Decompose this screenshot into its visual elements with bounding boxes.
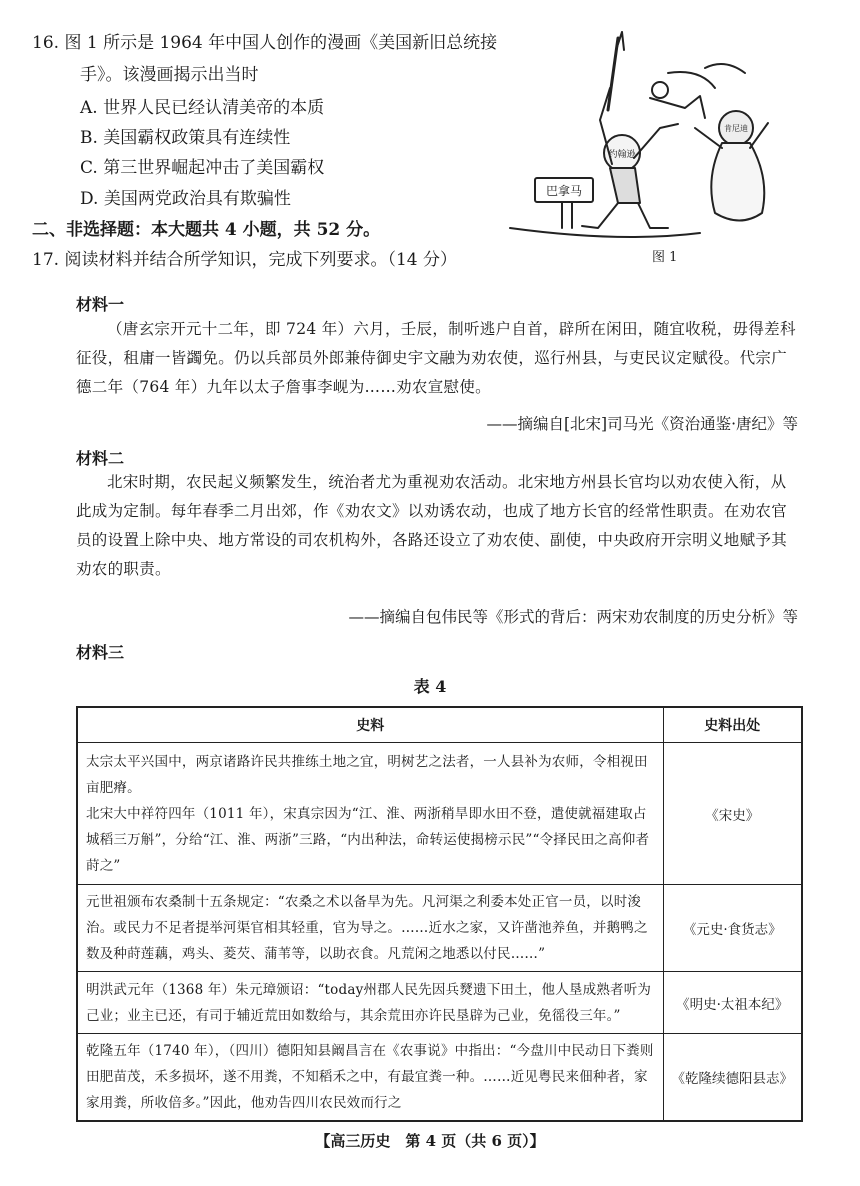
q16-option-c: C. 第三世界崛起冲击了美国霸权 bbox=[80, 158, 325, 178]
material1-source: ——摘编自[北宋]司马光《资治通鉴·唐纪》等 bbox=[486, 415, 798, 433]
q16-option-a: A. 世界人民已经认清美帝的本质 bbox=[80, 98, 325, 118]
row1-text: 太宗太平兴国中，两京诸路许民共推练土地之宜，明树艺之法者，一人县补为农师，令相视田亩肥瘠。 北宋大中祥符四年（1011 年），宋真宗因为“江、淮、两浙稍旱即水田不登，遣使就福建取占城稻三万斛”，分给“江、淮、两浙”三路，“内出种法，命转运使揭榜示民”“令择民田之高仰者莳之” bbox=[86, 753, 650, 874]
material2-label: 材料二 bbox=[76, 449, 125, 468]
cartoon-figure bbox=[500, 28, 820, 258]
row2-source: 《元史·食货志》 bbox=[663, 885, 802, 972]
header-source-origin: 史料出处 bbox=[663, 707, 802, 743]
header-source-text: 史料 bbox=[77, 707, 663, 743]
row1-source: 《宋史》 bbox=[663, 743, 802, 885]
page-footer: 【高三历史 第 4 页（共 6 页）】 bbox=[315, 1132, 545, 1150]
material2-source: ——摘编自包伟民等《形式的背后：两宋劝农制度的历史分析》等 bbox=[348, 608, 798, 626]
table-row bbox=[77, 743, 802, 885]
q16-option-b: B. 美国霸权政策具有连续性 bbox=[80, 128, 291, 148]
section2-header: 二、非选择题：本大题共 4 小题，共 52 分。 bbox=[32, 220, 381, 240]
row2-text: 元世祖颁布农桑制十五条规定：“农桑之术以备旱为先。凡河渠之利委本处正官一员，以时浚治。或民力不足者提举河渠官相其轻重，官为导之。……近水之家，又许凿池养鱼，并鹅鸭之数及种莳莲藕，鸡头、菱芡、蒲苇等，以助衣食。凡荒闲之地悉以付民……” bbox=[86, 894, 648, 962]
q16-stem-line1: 16. 图 1 所示是 1964 年中国人创作的漫画《美国新旧总统接 bbox=[32, 33, 498, 53]
row3-source: 《明史·太祖本纪》 bbox=[663, 972, 802, 1034]
row4-source: 《乾隆续德阳县志》 bbox=[663, 1034, 802, 1122]
cartoon-label-right: 肯尼迪 bbox=[724, 124, 748, 133]
table-title: 表 4 bbox=[413, 677, 447, 696]
cartoon-drawing bbox=[500, 28, 820, 258]
cartoon-label-left: 约翰逊 bbox=[608, 150, 636, 160]
table-row bbox=[77, 1034, 802, 1122]
figure-caption: 图 1 bbox=[652, 250, 678, 265]
material2-text: 北宋时期，农民起义频繁发生，统治者尤为重视劝农活动。北宋地方州县长官均以劝农使入衔，从此成为定制。每年春季二月出郊，作《劝农文》以劝诱农动，也成了地方长官的经常性职责。在劝农官员的设置上除中央、地方常设的司农机构外，各路还设立了劝农使、副使，中央政府开宗明义地赋予其劝农的职责。 bbox=[76, 473, 788, 578]
material3-label: 材料三 bbox=[76, 643, 125, 662]
history-table bbox=[76, 706, 803, 1122]
q17-stem: 17. 阅读材料并结合所学知识，完成下列要求。（14 分） bbox=[32, 250, 457, 270]
material1-text: （唐玄宗开元十二年，即 724 年）六月，壬辰，制听逃户自首，辟所在闲田，随宜收税，毋得差科征役，租庸一皆蠲免。仍以兵部员外郎兼侍御史宇文融为劝农使，巡行州县，与吏民议定赋役。代宗广德二年（764 年）九年以太子詹事李岘为……劝农宣慰使。 bbox=[76, 320, 796, 396]
q16-stem-line2: 手》。该漫画揭示出当时 bbox=[80, 65, 259, 85]
q16-option-d: D. 美国两党政治具有欺骗性 bbox=[80, 189, 291, 209]
table-row bbox=[77, 885, 802, 972]
table-header-row bbox=[77, 707, 802, 743]
cartoon-sign-text: 巴拿马 bbox=[545, 184, 583, 198]
row3-text: 明洪武元年（1368 年）朱元璋颁诏：“today州郡人民先因兵燹遗下田土，他人垦成熟者听为己业；业主已还，有司于辅近荒田如数给与，其余荒田亦许民垦辟为己业，免徭役三年。” bbox=[86, 981, 652, 1024]
table-row bbox=[77, 972, 802, 1034]
material1-label: 材料一 bbox=[76, 295, 125, 314]
row4-text: 乾隆五年（1740 年），（四川）德阳知县阚昌言在《农事说》中指出：“今盘川中民动日下粪则田肥苗茂，禾多损坏，遂不用粪，不知稻禾之中，有最宜粪一种。……近见粤民来佃种者，家家用粪，所收倍多。”因此，他劝告四川农民效而行之 bbox=[86, 1043, 654, 1111]
